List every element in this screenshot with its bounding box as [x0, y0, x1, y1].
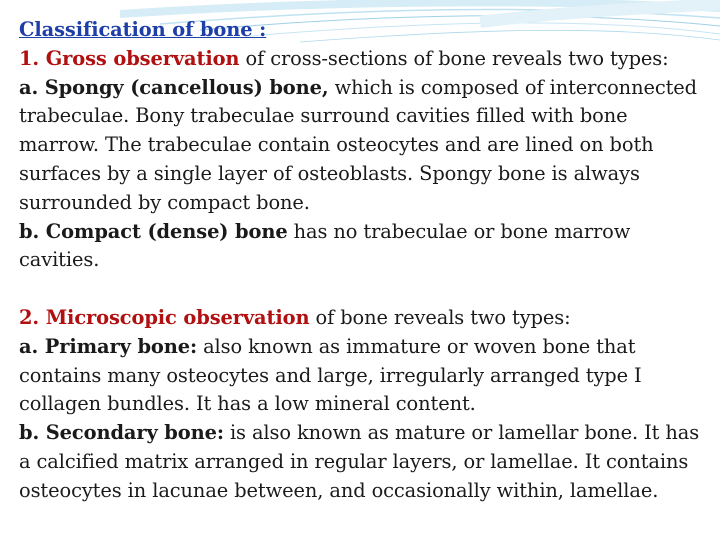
primary-bone-text: also known as immature or woven bone that contains many osteocytes and large, irregularly arranged type I collagen bundles. It has a low mineral content. [19, 334, 642, 416]
secondary-bone-paragraph [19, 419, 709, 505]
secondary-bone-text: is also known as mature or lamellar bone. It has a calcified matrix arranged in regular layers, or lamellae. It contains osteocytes in lacunae between, and occasionally within, lamellae. [19, 421, 700, 502]
primary-bone-paragraph [19, 333, 709, 419]
spongy-bone-label: a. Spongy (cancellous) bone, [19, 75, 329, 99]
compact-bone-text: has no trabeculae or bone marrow cavities. [19, 219, 631, 272]
gross-observation-heading: 1. Gross observation [19, 46, 240, 70]
paragraph-gap [19, 275, 709, 304]
secondary-bone-label: b. Secondary bone: [19, 421, 224, 445]
primary-bone-label: a. Primary bone: [19, 334, 198, 358]
spongy-bone-text: which is composed of interconnected trabeculae. Bony trabeculae surround cavities filled with bone marrow. The trabeculae contain osteocytes and are lined on both surfaces by a single layer of osteoblasts. Spongy bone is always surrounded by compact bone. [19, 75, 697, 214]
microscopic-observation-heading: 2. Microscopic observation [19, 305, 310, 329]
slide-title-line [19, 16, 709, 45]
gross-observation-intro [19, 45, 709, 74]
slide-title: Classification of bone : [19, 18, 267, 41]
compact-bone-label: b. Compact (dense) bone [19, 219, 288, 243]
microscopic-observation-intro [19, 304, 709, 333]
spongy-bone-paragraph [19, 74, 709, 218]
gross-observation-intro-text: of cross-sections of bone reveals two types: [239, 46, 669, 70]
microscopic-observation-intro-text: of bone reveals two types: [309, 305, 571, 329]
slide-content [19, 16, 709, 506]
compact-bone-paragraph [19, 218, 709, 276]
